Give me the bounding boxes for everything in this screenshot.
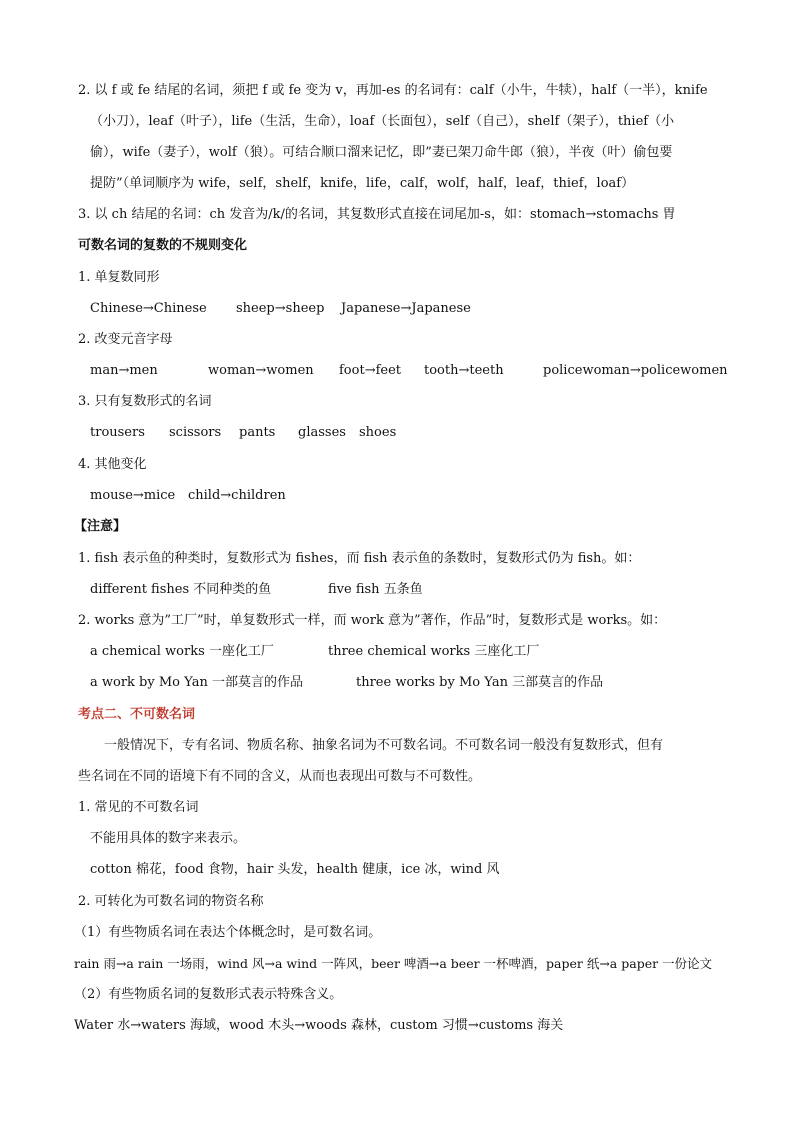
example-item: three chemical works 三座化工厂 xyxy=(328,644,540,659)
example-item: a work by Mo Yan 一部莫言的作品 xyxy=(90,675,303,690)
note-heading: 【注意】 xyxy=(74,519,127,534)
example-item: Japanese→Japanese xyxy=(341,301,471,316)
section-heading-red: 考点二、不可数名词 xyxy=(78,707,196,722)
example-line: Water 水→waters 海域，wood 木头→woods 森林，custom 习惯→customs 海关 xyxy=(74,1018,564,1033)
subsection-title: 1. 单复数同形 xyxy=(78,270,160,285)
rule-2-text: 2. 以 f 或 fe 结尾的名词，须把 f 或 fe 变为 v，再加-es 的名词有：calf（小牛，牛犊），half（一半），knife xyxy=(78,83,708,98)
example-item: three works by Mo Yan 三部莫言的作品 xyxy=(356,675,604,690)
paragraph: 些名词在不同的语境下有不同的含义，从而也表现出可数与不可数性。 xyxy=(78,769,482,784)
section-heading: 可数名词的复数的不规则变化 xyxy=(78,238,248,253)
rule-3-text: 3. 以 ch 结尾的名词：ch 发音为/k/的名词，其复数形式直接在词尾加-s，如：stomach→stomachs 胃 xyxy=(78,207,676,222)
example-item: pants xyxy=(239,425,276,440)
subsection-title: 1. 常见的不可数名词 xyxy=(78,800,199,815)
example-item: Chinese→Chinese xyxy=(90,301,207,316)
paragraph: （2）有些物质名词的复数形式表示特殊含义。 xyxy=(74,987,343,1002)
subsection-title: 4. 其他变化 xyxy=(78,457,147,472)
example-item: woman→women xyxy=(208,363,314,378)
example-item: tooth→teeth xyxy=(424,363,504,378)
example-item: sheep→sheep xyxy=(236,301,325,316)
example-item: five fish 五条鱼 xyxy=(328,582,423,597)
example-item: man→men xyxy=(90,363,158,378)
rule-2-text-cont: 提防”（单词顺序为 wife，self，shelf，knife，life，calf，wolf，half，leaf，thief，loaf） xyxy=(90,176,635,191)
rule-2-text-cont: 偷），wife（妻子），wolf（狼）。可结合顺口溜来记忆，即”妻已架刀命牛郎（狼），半夜（叶）偷包要 xyxy=(90,145,673,160)
note-item: 1. fish 表示鱼的种类时，复数形式为 fishes，而 fish 表示鱼的条数时，复数形式仍为 fish。如： xyxy=(78,551,641,566)
subsection-title: 3. 只有复数形式的名词 xyxy=(78,394,212,409)
example-item: scissors xyxy=(169,425,222,440)
example-item: trousers xyxy=(90,425,145,440)
example-item: policewoman→policewomen xyxy=(543,363,728,378)
example-line: rain 雨→a rain 一场雨，wind 风→a wind 一阵风，beer 啤酒→a beer 一杯啤酒，paper 纸→a paper 一份论文 xyxy=(74,956,713,971)
rule-2-text-cont: （小刀），leaf（叶子），life（生活，生命），loaf（长面包），self（自己），shelf（架子），thief（小 xyxy=(90,114,675,129)
example-item: shoes xyxy=(359,425,397,440)
paragraph: （1）有些物质名词在表达个体概念时，是可数名词。 xyxy=(74,925,382,940)
example-item: glasses xyxy=(298,425,346,440)
example-item: different fishes 不同种类的鱼 xyxy=(90,582,272,597)
example-item: mouse→mice xyxy=(90,488,176,503)
example-item: a chemical works 一座化工厂 xyxy=(90,644,274,659)
example-item: child→children xyxy=(188,488,286,503)
note-item: 2. works 意为”工厂”时，单复数形式一样，而 work 意为”著作，作品”时，复数形式是 works。如： xyxy=(78,613,667,628)
subsection-title: 2. 改变元音字母 xyxy=(78,332,173,347)
example-item: foot→feet xyxy=(339,363,402,378)
subsection-title: 2. 可转化为可数名词的物资名称 xyxy=(78,894,264,909)
paragraph: 一般情况下，专有名词、物质名称、抽象名词为不可数名词。不可数名词一般没有复数形式，但有 xyxy=(104,738,664,753)
example-line: cotton 棉花，food 食物，hair 头发，health 健康，ice 冰，wind 风 xyxy=(90,862,500,877)
paragraph: 不能用具体的数字来表示。 xyxy=(90,831,247,846)
